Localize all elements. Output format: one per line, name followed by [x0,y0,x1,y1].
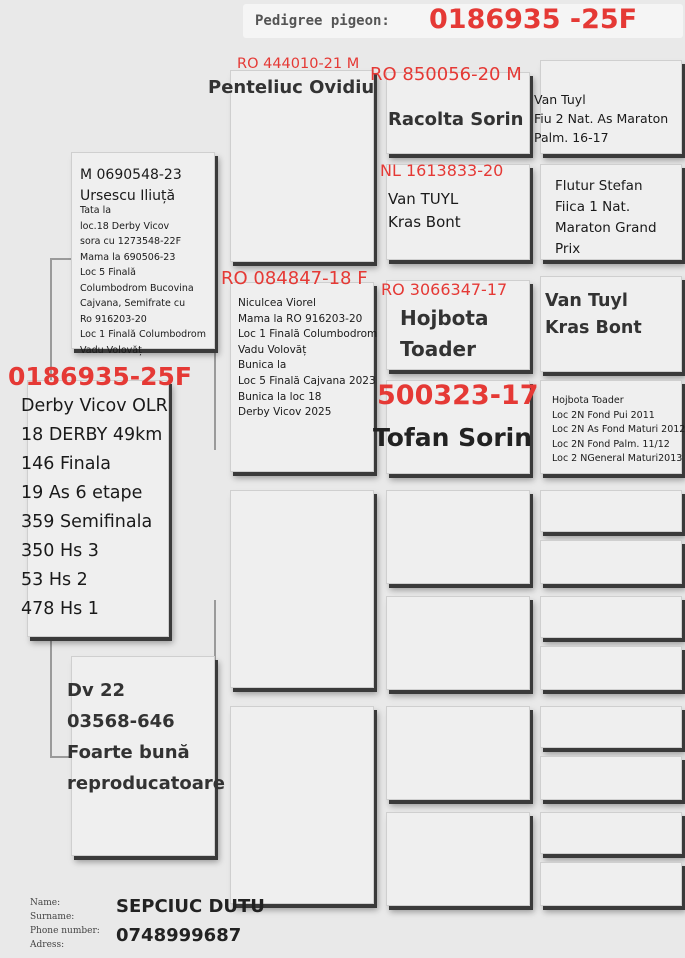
subject-ring: 0186935-25F [8,362,193,391]
sire-sire-name: Penteliuc Ovidiu [208,77,375,98]
dam-notes: Dv 22 03568-646 Foarte bună reproducatoare [67,680,225,794]
ggp-box-h [386,812,530,906]
dam-box [67,656,225,856]
ggp-d-ring: 500323-17 [377,380,539,411]
gggp-box-g [540,596,682,638]
ggp-d-name: Tofan Sorin [373,423,533,452]
dam-dam-box [230,706,374,904]
sire-dam-notes: Niculcea Viorel Mama la RO 916203-20 Loc 1 Finală Columbodrom Vadu Volovăț Bunica la Loc 5 Finală Cajvana 2023 Bunica la loc 18 Derby Vicov 2025 [238,297,378,419]
gggp-box-j [540,756,682,800]
gggp-box-l [540,862,682,906]
gggp-c-text: Van Tuyl Kras Bont [545,291,642,338]
sire-sire-ring: RO 444010-21 M [237,56,360,72]
gggp-box-f [540,540,682,584]
gggp-box-i [540,706,682,748]
sire-box [71,152,215,356]
owner-name: SEPCIUC DUTU [116,896,265,917]
ggp-c-name: Hojbota Toader [400,306,489,361]
gggp-box-e [540,490,682,532]
ggp-a-ring: RO 850056-20 M [370,64,522,85]
sire-sire-box [230,70,374,262]
ggp-box-f [386,596,530,690]
sire-ring: M 0690548-23 [80,167,182,183]
ggp-b-ring: NL 1613833-20 [380,161,504,180]
ggp-box-g [386,706,530,800]
gggp-box-k [540,812,682,854]
gggp-box-h [540,646,682,690]
owner-field-labels: Name: Surname: Phone number: Adress: [30,898,100,950]
ggp-box-e [386,490,530,584]
pedigree-header [243,4,683,38]
sire-dam-ring: RO 084847-18 F [221,268,368,289]
sire-notes: Tata la loc.18 Derby Vicov sora cu 1273548-22F Mama la 690506-23 Loc 5 Finală Columbodrom Bucovina Cajvana, Semifrate cu Ro 916203-20 Loc 1 Finală Columbodrom Vadu Volovăț [80,205,206,356]
dam-sire-box [230,490,374,688]
sire-name: Ursescu Iliuță [80,188,176,204]
ggp-b-name: Van TUYL Kras Bont [388,190,461,231]
header-ring-number: 0186935 -25F [429,4,638,35]
ggp-c-ring: RO 3066347-17 [381,280,508,299]
header-label: Pedigree pigeon: [255,13,390,29]
gggp-b-text: Flutur Stefan Fiica 1 Nat. Maraton Grand Prix [555,178,657,257]
bracket-line [50,258,72,260]
owner-phone: 0748999687 [116,925,242,946]
gggp-d-text: Hojbota Toader Loc 2N Fond Pui 2011 Loc 2N As Fond Maturi 2012 Loc 2N Fond Palm. 11/12 Loc 2 NGeneral Maturi2013 [552,395,685,464]
gggp-a-text: Van Tuyl Fiu 2 Nat. As Maraton Palm. 16-17 [534,92,669,145]
subject-results: Derby Vicov OLR 18 DERBY 49km 146 Finala 19 As 6 etape 359 Semifinala 350 Hs 3 53 Hs 2 478 Hs 1 [21,396,168,619]
ggp-a-name: Racolta Sorin [388,109,524,130]
